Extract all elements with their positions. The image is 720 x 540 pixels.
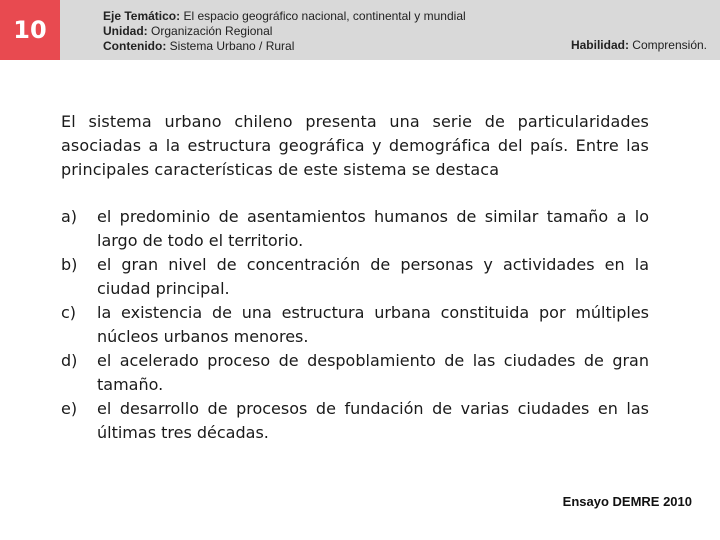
option-c[interactable] bbox=[61, 301, 649, 349]
meta-eje bbox=[103, 9, 466, 24]
meta-unidad-label: Unidad: bbox=[103, 24, 148, 38]
meta-eje-value: El espacio geográfico nacional, continental y mundial bbox=[183, 9, 466, 23]
option-a-text: el predominio de asentamientos humanos de similar tamaño a lo largo de todo el territorio. bbox=[97, 207, 649, 250]
meta-eje-label: Eje Temático: bbox=[103, 9, 181, 23]
meta-contenido bbox=[103, 39, 466, 54]
question-number: 10 bbox=[13, 16, 47, 44]
option-d-text: el acelerado proceso de despoblamiento de las ciudades de gran tamaño. bbox=[97, 351, 649, 394]
option-b-letter: b) bbox=[61, 255, 78, 274]
source-footer: Ensayo DEMRE 2010 bbox=[562, 494, 692, 509]
skill-indicator bbox=[571, 38, 707, 52]
option-c-text: la existencia de una estructura urbana constituida por múltiples núcleos urbanos menores. bbox=[97, 303, 649, 346]
skill-value: Comprensión. bbox=[632, 38, 707, 52]
option-d[interactable] bbox=[61, 349, 649, 397]
question-metadata bbox=[103, 9, 466, 54]
option-d-letter: d) bbox=[61, 351, 78, 370]
option-e[interactable] bbox=[61, 397, 649, 445]
option-a[interactable] bbox=[61, 205, 649, 253]
meta-unidad bbox=[103, 24, 466, 39]
meta-contenido-label: Contenido: bbox=[103, 39, 167, 53]
header-band bbox=[0, 0, 720, 60]
skill-label: Habilidad: bbox=[570, 38, 629, 52]
meta-unidad-value: Organización Regional bbox=[151, 24, 273, 38]
option-b[interactable] bbox=[61, 253, 649, 301]
answer-options bbox=[61, 205, 649, 445]
question-stem: El sistema urbano chileno presenta una serie de particularidades asociadas a la estructura geográfica y demográfica del país. Entre las principales características de este sistema se destaca bbox=[61, 112, 649, 179]
meta-contenido-value: Sistema Urbano / Rural bbox=[169, 39, 295, 53]
option-e-text: el desarrollo de procesos de fundación de varias ciudades en las últimas tres décadas. bbox=[97, 399, 649, 442]
option-a-letter: a) bbox=[61, 207, 78, 226]
question-number-badge bbox=[0, 0, 60, 60]
option-c-letter: c) bbox=[61, 303, 77, 322]
option-e-letter: e) bbox=[61, 399, 78, 418]
option-b-text: el gran nivel de concentración de personas y actividades en la ciudad principal. bbox=[97, 255, 649, 298]
